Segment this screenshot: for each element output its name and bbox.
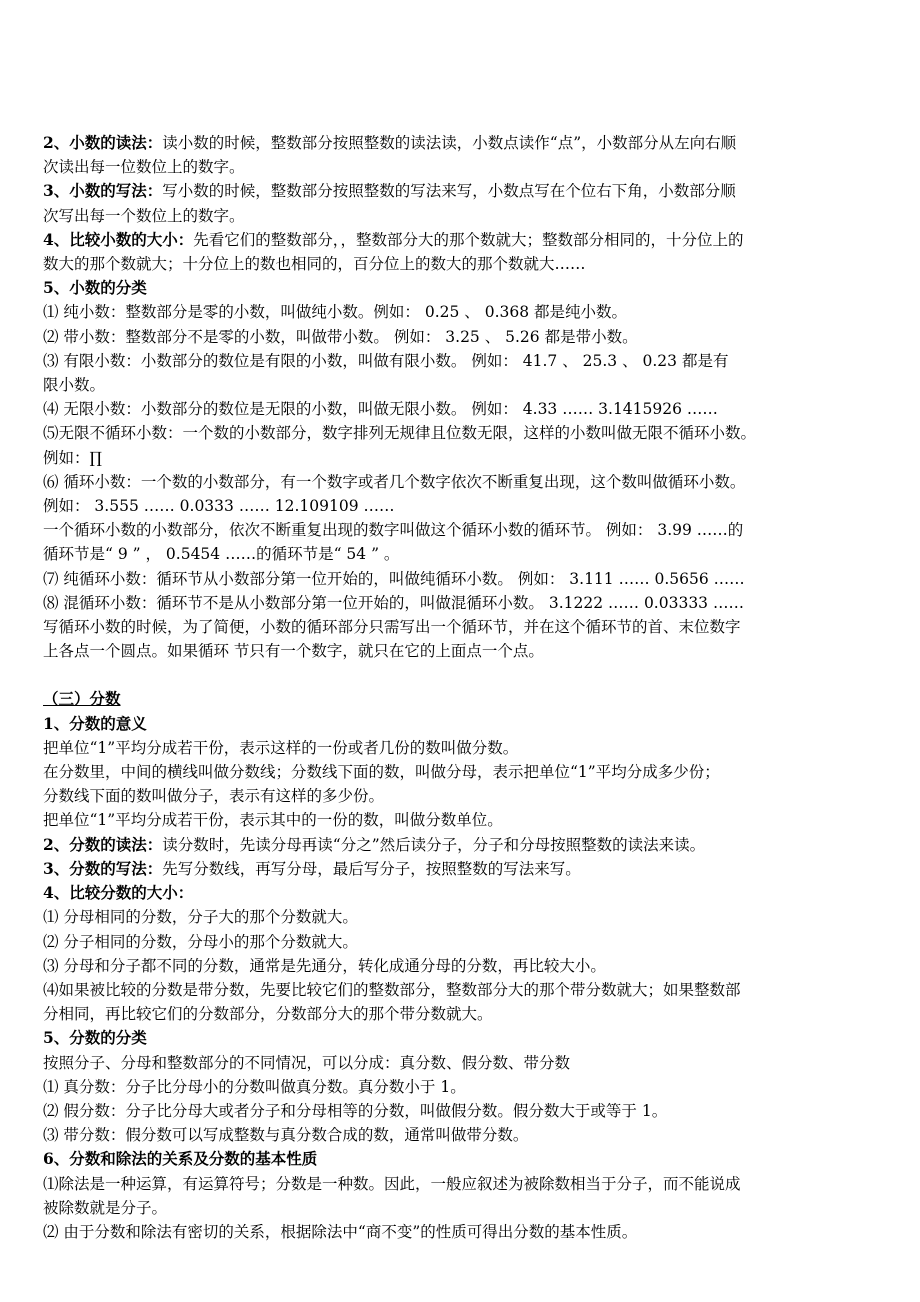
fraction-meaning-1: 把单位“1”平均分成若干份，表示这样的一份或者几份的数叫做分数。 (43, 738, 519, 757)
decimal-comparing (43, 228, 884, 252)
improper-fraction: ⑵ 假分数：分子比分母大或者分子和分母相等的分数，叫做假分数。假分数大于或等于 1。 (43, 1101, 668, 1120)
section-gap (43, 663, 884, 687)
fraction-reading-text: 读分数时，先读分母再读“分之”然后读分子，分子和分母按照整数的读法来读。 (162, 835, 706, 854)
decimal-reading-text: 读小数的时候，整数部分按照整数的读法读，小数点读作“点”，小数部分从左向右顺 (162, 134, 737, 152)
fraction-writing-label: 3、分数的写法： (43, 858, 163, 878)
finite-decimal-cont: 限小数。 (43, 376, 106, 395)
mixed-fraction: ⑶ 带分数：假分数可以写成整数与真分数合成的数，通常叫做带分数。 (43, 1126, 529, 1145)
infinite-decimal: ⑷ 无限小数：小数部分的数位是无限的小数，叫做无限小数。 例如： 4.33 …… 3.1415926 …… (43, 400, 718, 419)
decimal-reading-label: 2、小数的读法： (43, 133, 163, 152)
fraction-reading-label: 2、分数的读法： (43, 834, 163, 854)
mixed-decimal: ⑵ 带小数：整数部分不是零的小数，叫做带小数。 例如： 3.25 、 5.26 都是带小数。 (43, 327, 638, 346)
pure-repeating-decimal: ⑺ 纯循环小数：循环节从小数部分第一位开始的，叫做纯循环小数。 例如： 3.111 …… 0.5656 …… (43, 569, 745, 588)
fraction-writing (43, 857, 884, 881)
fraction-meaning-4: 把单位“1”平均分成若干份，表示其中的一份的数，叫做分数单位。 (43, 811, 503, 830)
decimal-comparing-text: 先看它们的整数部分，，整数部分大的那个数就大；整数部分相同的，十分位上的 (193, 230, 744, 249)
decimal-reading (43, 131, 884, 155)
decimal-writing (43, 179, 884, 203)
pure-decimal: ⑴ 纯小数：整数部分是零的小数，叫做纯小数。例如： 0.25 、 0.368 都是纯小数。 (43, 303, 628, 322)
decimal-comparing-cont: 数大的那个数就大；十分位上的数也相同的，百分位上的数大的那个数就大…… (43, 255, 586, 274)
fraction-writing-text: 先写分数线，再写分母，最后写分子，按照整数的写法来写。 (162, 859, 581, 878)
fractions-section-title: （三）分数 (43, 689, 121, 709)
decimal-comparing-label: 4、比较小数的大小： (43, 229, 194, 249)
fraction-meaning-2: 在分数里，中间的横线叫做分数线；分数线下面的数，叫做分母，表示把单位“1”平均分成多少份； (43, 763, 720, 782)
fraction-reading (43, 833, 884, 857)
fraction-comparing-3: ⑶ 分母和分子都不同的分数，通常是先通分，转化成通分母的分数，再比较大小。 (43, 956, 606, 975)
decimal-classification-heading: 5、小数的分类 (43, 278, 147, 298)
nonrepeating-decimal: ⑸无限不循环小数：一个数的小数部分，数字排列无规律且位数无限，这样的小数叫做无限不循环小数。 (43, 424, 757, 443)
fraction-comparing-heading: 4、比较分数的大小： (43, 883, 194, 903)
fraction-comparing-1: ⑴ 分母相同的分数，分子大的那个分数就大。 (43, 908, 358, 927)
decimal-reading-cont: 次读出每一位数位上的数字。 (43, 158, 245, 177)
repeating-decimal: ⑹ 循环小数：一个数的小数部分，有一个数字或者几个数字依次不断重复出现，这个数叫做循环小数。 (43, 472, 746, 491)
decimal-writing-text: 写小数的时候，整数部分按照整数的写法来写，小数点写在个位右下角，小数部分顺 (162, 182, 736, 201)
decimal-writing-cont: 次写出每一个数位上的数字。 (43, 206, 245, 225)
fraction-meaning-3: 分数线下面的数叫做分子，表示有这样的多少份。 (43, 787, 385, 806)
nonrepeating-decimal-cont: 例如：∏ (43, 448, 102, 467)
fraction-division-1: ⑴除法是一种运算，有运算符号；分数是一种数。因此，一般应叙述为被除数相当于分子，而不能说成 (43, 1174, 741, 1193)
repeating-notation-cont: 上各点一个圆点。如果循环 节只有一个数字，就只在它的上面点一个点。 (43, 642, 544, 661)
repeating-decimal-cont: 例如： 3.555 …… 0.0333 …… 12.109109 …… (43, 497, 395, 516)
finite-decimal: ⑶ 有限小数：小数部分的数位是有限的小数，叫做有限小数。 例如： 41.7 、 25.3 、 0.23 都是有 (43, 351, 729, 370)
repeating-cycle: 一个循环小数的小数部分，依次不断重复出现的数字叫做这个循环小数的循环节。 例如： 3.99 ……的 (43, 521, 744, 540)
fraction-comparing-4: ⑷如果被比较的分数是带分数，先要比较它们的整数部分，整数部分大的那个带分数就大；如果整数部 (43, 980, 741, 999)
mixed-repeating-decimal: ⑻ 混循环小数：循环节不是从小数部分第一位开始的，叫做混循环小数。 3.1222 …… 0.03333 …… (43, 593, 744, 612)
decimal-writing-label: 3、小数的写法： (43, 181, 163, 201)
fraction-meaning-heading: 1、分数的意义 (43, 713, 147, 733)
proper-fraction: ⑴ 真分数：分子比分母小的分数叫做真分数。真分数小于 1。 (43, 1077, 466, 1096)
repeating-notation: 写循环小数的时候，为了简便，小数的循环部分只需写出一个循环节，并在这个循环节的首、末位数字 (43, 618, 741, 637)
fraction-classification-heading: 5、分数的分类 (43, 1028, 147, 1048)
fraction-comparing-2: ⑵ 分子相同的分数，分母小的那个分数就大。 (43, 932, 358, 951)
fraction-division-2: ⑵ 由于分数和除法有密切的关系，根据除法中“商不变”的性质可得出分数的基本性质。 (43, 1222, 638, 1241)
fraction-division-1-cont: 被除数就是分子。 (43, 1198, 168, 1217)
fraction-comparing-4-cont: 分相同，再比较它们的分数部分，分数部分大的那个带分数就大。 (43, 1005, 493, 1024)
repeating-cycle-cont: 循环节是“ 9 ” ， 0.5454 ……的循环节是“ 54 ” 。 (43, 545, 400, 564)
fraction-classification-intro: 按照分子、分母和整数部分的不同情况，可以分成：真分数、假分数、带分数 (43, 1053, 571, 1072)
fraction-division-heading: 6、分数和除法的关系及分数的基本性质 (43, 1149, 318, 1169)
